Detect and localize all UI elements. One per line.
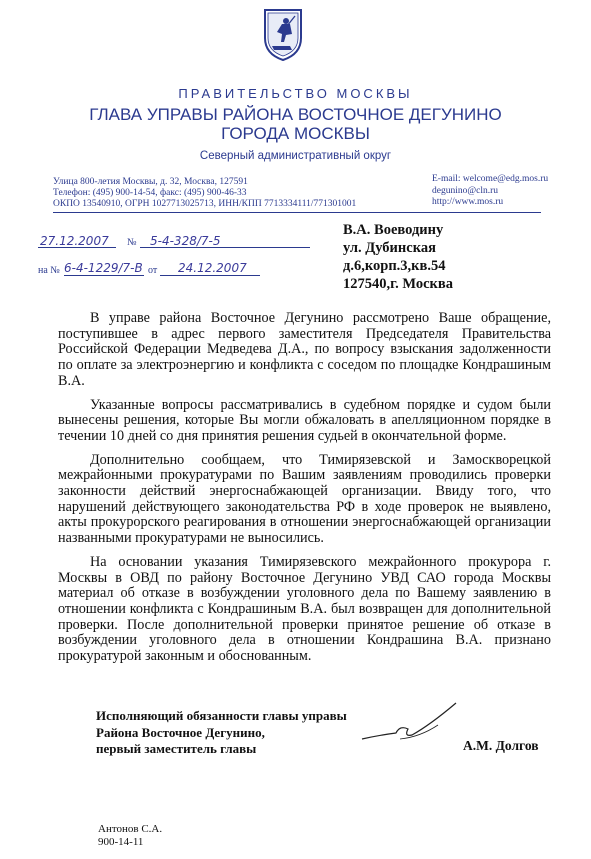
reference-number: 6-4-1229/7-В [64, 261, 143, 275]
header-divider [53, 212, 541, 213]
district-subtitle: Северный административный округ [199, 150, 392, 162]
signatory-position: Исполняющий обязанности главы управы [96, 708, 347, 723]
recipient-city: 127540,г. Москва [343, 276, 453, 292]
signatory-title [96, 708, 347, 758]
contact-block [53, 177, 356, 210]
paragraph: В управе района Восточное Дегунино рассмотрено Ваше обращение, поступившее в адрес первого заместителя Председателя Правительства Российской Федерации Медведева Д.А., по вопросу взыскания задолженности по оплате за электроэнергию и конфликта с соседом по площадке Кондрашиным В.А. [58, 310, 551, 389]
recipient-name: В.А. Воеводину [343, 222, 444, 238]
reference-date: 24.12.2007 [178, 261, 247, 275]
paragraph: На основании указания Тимирязевского межрайонного прокурора г. Москвы в ОВД по району Восточное Дегунино УВД САО города Москвы материал об отказе в возбуждении уголовного дела по Вашему заявлению в отношении конфликта с Кондрашиным В.А. был возвращен для дополнительной проверки. После дополнительной проверки принятое решение об отказе в возбуждении уголовного дела в отношении Кондрашина В.А. признано прокуратурой законным и обоснованным. [58, 553, 551, 665]
signatory-role: первый заместитель главы [96, 741, 257, 756]
executor-name: Антонов С.А. [98, 823, 163, 835]
organization-title: ГЛАВА УПРАВЫ РАЙОНА ВОСТОЧНОЕ ДЕГУНИНО [89, 105, 502, 124]
reference-label: на № [38, 265, 60, 276]
phone-text: Телефон: (495) 900-14-54, факс: (495) 900-46-33 [53, 188, 247, 198]
codes-text: ОКПО 13540910, ОГРН 1027713025713, ИНН/КПП 7713334111/771301001 [53, 199, 357, 209]
handwritten-signature [360, 695, 470, 755]
recipient-street: ул. Дубинская [343, 240, 436, 256]
letter-body [58, 311, 551, 673]
organization-title-line2: ГОРОДА МОСКВЫ [221, 124, 370, 143]
email-alt-text: degunino@cln.ru [432, 185, 498, 196]
recipient-house: д.6,корп.3,кв.54 [343, 258, 446, 274]
recipient-block [343, 221, 453, 293]
from-label: от [148, 265, 158, 276]
contact-block-right [432, 174, 548, 209]
government-title: ПРАВИТЕЛЬСТВО МОСКВЫ [178, 86, 413, 101]
ref-date-underline [160, 275, 260, 276]
moscow-coat-of-arms-icon [262, 8, 304, 62]
email-text: E-mail: welcome@edg.mos.ru [432, 174, 549, 184]
signatory-district: Района Восточное Дегунино, [96, 724, 265, 740]
executor-block [98, 823, 162, 849]
website-text: http://www.mos.ru [432, 197, 504, 207]
executor-phone: 900-14-11 [98, 836, 144, 848]
signatory-name: А.М. Долгов [463, 738, 539, 753]
outgoing-date: 27.12.2007 [40, 234, 109, 248]
paragraph: Дополнительно сообщаем, что Тимирязевской и Замоскворецкой межрайонными прокуратурами по Вашим заявлениям проводились проверки законности действий энергоснабжающей организации. Ввиду того, что нарушений действующего законодательства РФ в ходе проверок не выявлено, акты прокурорского реагирования в отношении энергоснабжающей организации названными прокуратурами не выносились. [58, 451, 551, 547]
address-text: Улица 800-летия Москвы, д. 32, Москва, 127591 [53, 177, 248, 187]
outgoing-number: 5-4-328/7-5 [150, 234, 221, 248]
ref-number-underline [64, 275, 144, 276]
number-label: № [127, 237, 137, 248]
paragraph: Указанные вопросы рассматривались в судебном порядке и судом были вынесены решения, которые Вы могли обжаловать в апелляционном порядке в течении 10 дней со дня принятия решения судьей в окончательной форме. [58, 396, 551, 444]
